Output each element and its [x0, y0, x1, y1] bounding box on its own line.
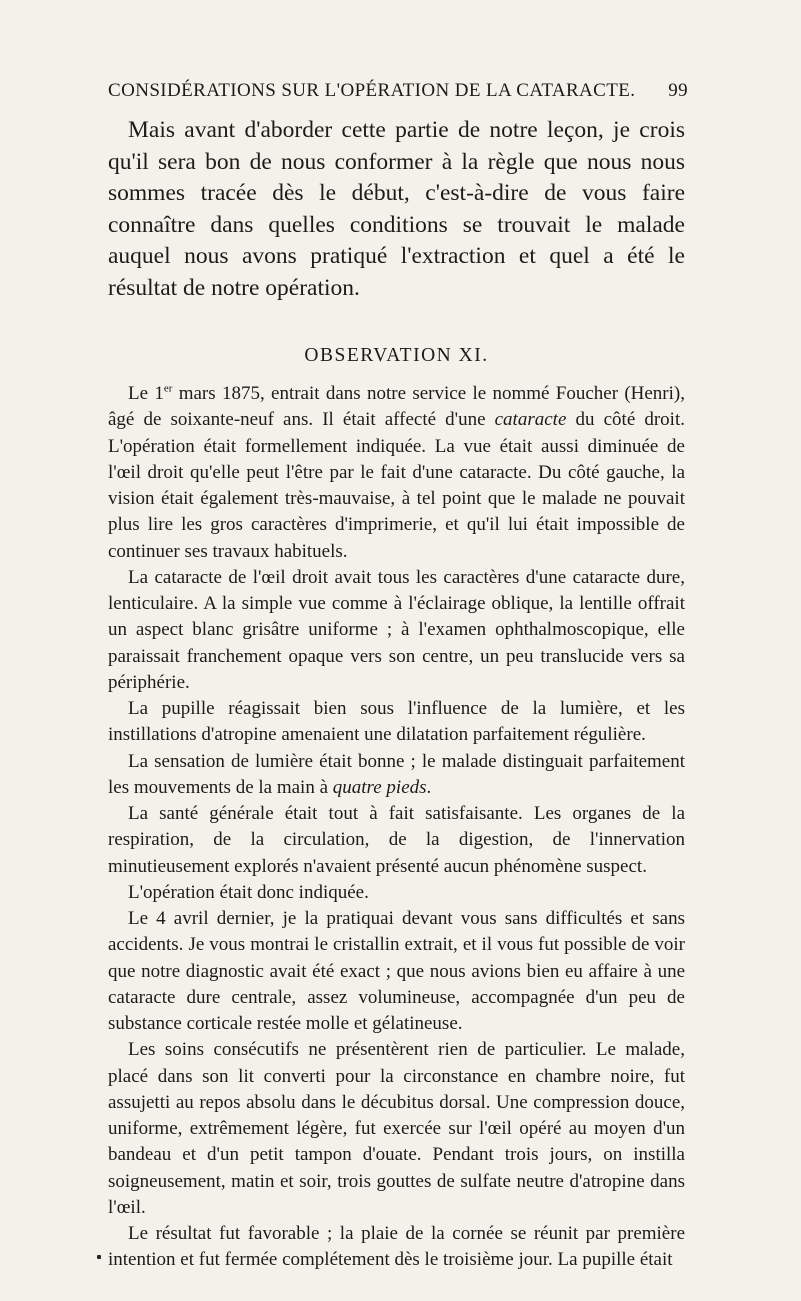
paragraph-result: Le résultat fut favorable ; la plaie de la cornée se réunit par première intention et fut fermée complétement dès le troisième jour. La pupille était: [108, 1223, 685, 1271]
p1-end: du côté droit. L'opération était formellement indiquée. La vue était aussi diminuée de l'œil droit qu'elle peut l'être par le fait d'une cataracte. Du côté gauche, la vision était également très-mauvaise, à tel point que le malade ne pouvait plus lire les gros caractères d'imprimerie, et qu'il lui était impossible de continuer ses travaux habituels.: [108, 409, 685, 562]
p4-end: .: [426, 776, 432, 798]
p4-start: La sensation de lumière était bonne ; le malade distinguait parfaitement les mouvements de la main à: [108, 750, 685, 798]
paragraph-aftercare: Les soins consécutifs ne présentèrent rien de particulier. Le malade, placé dans son lit converti pour la circonstance en chambre noire, fut assujetti au repos absolu dans le décubitus dorsal. Une compression douce, uniforme, extrêmement légère, fut exercée sur l'œil opéré au moyen d'un bandeau et d'un petit tampon d'ouate. Pendant trois jours, on instilla soigneusement, matin et soir, trois gouttes de sulfate neutre d'atropine dans l'œil.: [108, 1039, 685, 1218]
p1-emphasis: cataracte: [494, 409, 567, 431]
observation-heading: OBSERVATION XI.: [304, 345, 489, 366]
p1-start: Le 1: [128, 383, 164, 404]
ink-speck: [97, 1255, 101, 1259]
running-title: CONSIDÉRATIONS SUR L'OPÉRATION DE LA CATARACTE.: [108, 80, 636, 101]
page-number: 99: [668, 80, 688, 101]
intro-paragraph: [108, 115, 685, 304]
ordinal-suffix: er: [163, 382, 173, 395]
intro-text: Mais avant d'aborder cette partie de notre leçon, je crois qu'il sera bon de nous conformer à la règle que nous nous sommes tracée dès le début, c'est-à-dire de vous faire connaître dans quelles conditions se trouvait le malade auquel nous avons pratiqué l'extraction et quel a été le résultat de notre opération.: [108, 117, 685, 301]
paragraph-pupil: La pupille réagissait bien sous l'influence de la lumière, et les instillations d'atropine amenaient une dilatation parfaitement régulière.: [108, 698, 685, 746]
paragraph-indication: L'opération était donc indiquée.: [128, 881, 369, 903]
p1-middle: mars 1875, entrait dans notre service le nommé Foucher (Henri), âgé de soixante-neuf ans. Il était affecté d'une: [108, 383, 685, 431]
running-head: [108, 80, 688, 106]
p4-emphasis: quatre pieds: [332, 776, 427, 798]
paragraph-admission: [108, 381, 685, 565]
paragraph-health: La santé générale était tout à fait satisfaisante. Les organes de la respiration, de la circulation, de la digestion, de l'innervation minutieusement explorés n'avaient présenté aucun phénomène suspect.: [108, 803, 685, 877]
paragraph-operation: Le 4 avril dernier, je la pratiquai devant vous sans difficultés et sans accidents. Je vous montrai le cristallin extrait, et il vous fut possible de voir que notre diagnostic avait été exact ; que nous avions bien eu affaire à une cataracte dure centrale, assez volumineuse, accompagnée d'un peu de substance corticale restée molle et gélatineuse.: [108, 908, 685, 1034]
paragraph-light: [108, 749, 685, 802]
observation-body: [108, 381, 685, 1274]
paragraph-lens: La cataracte de l'œil droit avait tous les caractères d'une cataracte dure, lenticulaire. A la simple vue comme à l'éclairage oblique, la lentille offrait un aspect blanc grisâtre uniforme ; à l'examen ophthalmoscopique, elle paraissait franchement opaque vers son centre, un peu translucide vers sa périphérie.: [108, 566, 685, 693]
